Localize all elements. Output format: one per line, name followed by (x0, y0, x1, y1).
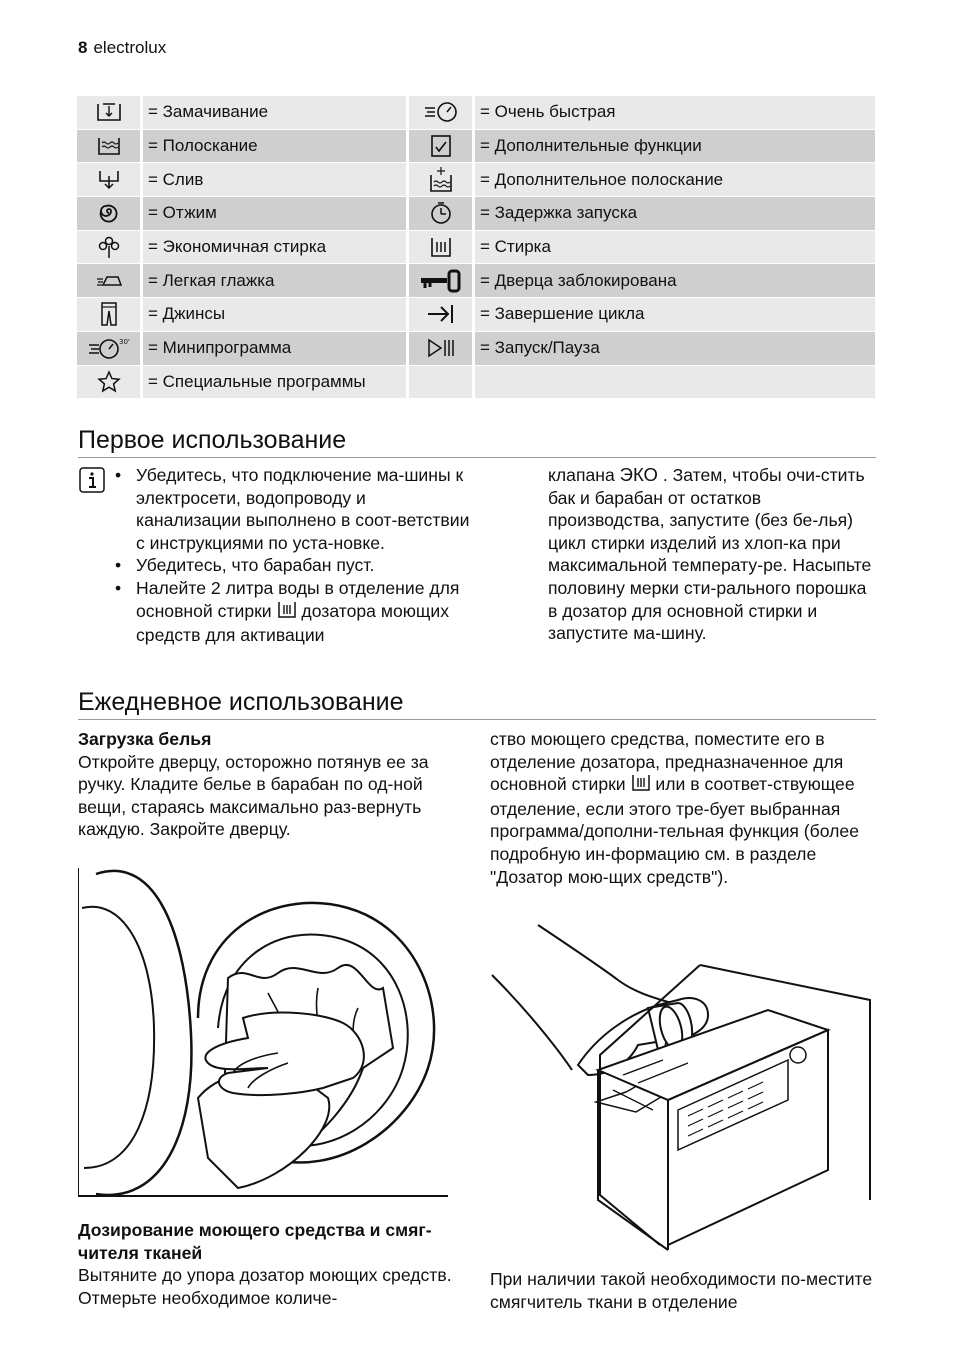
symbol-row (77, 332, 875, 366)
symbols-table (77, 96, 875, 399)
eco-label: ЭКО (619, 464, 658, 485)
section-title-first-use: Первое использование (78, 426, 876, 458)
eco-wash-icon (77, 231, 143, 265)
symbol-label: = Дверца заблокирована (475, 264, 875, 298)
subheading-dosing: Дозирование моющего средства и смяг-чителя тканей (78, 1220, 432, 1263)
end-of-cycle-icon (409, 298, 475, 332)
symbol-label: = Джинсы (143, 298, 409, 332)
first-use-column-1 (114, 464, 474, 647)
paragraph-text: или в соответ-ствующее отделение, если этого тре-бует выбранная программа/дополни-тельная функция (более подробную ин-формацию см. в разделе "Дозатор мою-щих средств"). (490, 774, 859, 887)
page-number: 8 (78, 38, 88, 57)
softener-paragraph: При наличии такой необходимости по-местите смягчитель ткани в отделение (490, 1269, 873, 1312)
symbol-row (77, 96, 875, 130)
symbol-label: = Стирка (475, 231, 875, 265)
symbol-row (77, 366, 875, 400)
brand-name: electrolux (93, 38, 167, 57)
page-header (78, 38, 166, 58)
soak-icon (77, 96, 143, 130)
wash-compartment-icon (277, 601, 297, 625)
paragraph-text: ство моющего средства, поместите его в отделение дозатора, предназначенное для основной стирки (490, 729, 844, 795)
symbol-label: = Отжим (143, 197, 409, 231)
symbol-label: = Задержка запуска (475, 197, 875, 231)
drain-icon (77, 163, 143, 197)
bullet-text: Убедитесь, что барабан пуст. (136, 555, 375, 576)
symbol-row (77, 163, 875, 197)
symbol-label: = Специальные программы (143, 366, 409, 400)
symbol-label: = Полоскание (143, 130, 409, 164)
very-fast-icon (409, 96, 475, 130)
symbol-label: = Экономичная стирка (143, 231, 409, 265)
svg-text:30': 30' (118, 338, 130, 347)
start-pause-icon (409, 332, 475, 366)
paragraph-text: клапана (548, 465, 615, 485)
extra-rinse-icon (409, 163, 475, 197)
symbol-label: = Слив (143, 163, 409, 197)
rinse-icon (77, 130, 143, 164)
loading-paragraph: Откройте дверцу, осторожно потянув ее за ручку. Кладите белье в барабан по од-ной вещи, стараясь максимально раз-вернуть каждую. Закройте дверцу. (78, 751, 429, 840)
dosing-column (78, 1219, 473, 1309)
loading-laundry-illustration (78, 868, 456, 1198)
paragraph-text: . Затем, чтобы очи-стить бак и барабан от остатков производства, запустите (без бе-лья) цикл стирки изделий из хлоп-ка при максимальной температу-ре. Насыпьте половину мерки сти-рального порошка в дозатор для основной стирки и запустите ма-шину. (548, 465, 872, 644)
loading-column (78, 728, 473, 841)
symbol-label: = Дополнительные функции (475, 130, 875, 164)
symbol-label: = Запуск/Пауза (475, 332, 875, 366)
wash-compartment-icon (631, 774, 651, 798)
detergent-column (490, 728, 880, 888)
wash-icon (409, 231, 475, 265)
symbol-row (77, 197, 875, 231)
door-locked-icon (409, 264, 475, 298)
dispenser-illustration (488, 920, 878, 1255)
easy-iron-icon (77, 264, 143, 298)
symbol-label: = Легкая глажка (143, 264, 409, 298)
symbol-row (77, 298, 875, 332)
mini-program-icon (77, 332, 143, 366)
spin-icon (77, 197, 143, 231)
symbol-row (77, 264, 875, 298)
softener-column (490, 1268, 880, 1313)
extra-functions-icon (409, 130, 475, 164)
list-item (114, 464, 474, 554)
subheading-loading: Загрузка белья (78, 729, 212, 749)
symbol-label (475, 366, 875, 400)
bullet-text: Налейте 2 литра воды в отделение для основной стирки (136, 577, 460, 621)
dosing-paragraph: Вытяните до упора дозатор моющих средств. Отмерьте необходимое количе- (78, 1265, 452, 1308)
list-item (114, 554, 474, 577)
star-icon (77, 366, 143, 400)
symbol-label: = Завершение цикла (475, 298, 875, 332)
symbol-row (77, 231, 875, 265)
symbol-label: = Дополнительное полоскание (475, 163, 875, 197)
section-title-daily-use: Ежедневное использование (78, 688, 876, 720)
empty-cell (409, 366, 475, 400)
first-use-column-2 (548, 464, 878, 645)
delay-start-icon (409, 197, 475, 231)
symbol-label: = Минипрограмма (143, 332, 409, 366)
symbol-label: = Очень быстрая (475, 96, 875, 130)
list-item (114, 577, 474, 647)
info-icon (79, 467, 105, 498)
bullet-text: Убедитесь, что подключение ма-шины к электросети, водопроводу и канализации выполнено в соот-ветствии с инструкциями по уста-новке. (136, 465, 470, 553)
symbol-row (77, 130, 875, 164)
jeans-icon (77, 298, 143, 332)
symbol-label: = Замачивание (143, 96, 409, 130)
bullet-text: дозатора моющих средств для активации (136, 600, 450, 646)
